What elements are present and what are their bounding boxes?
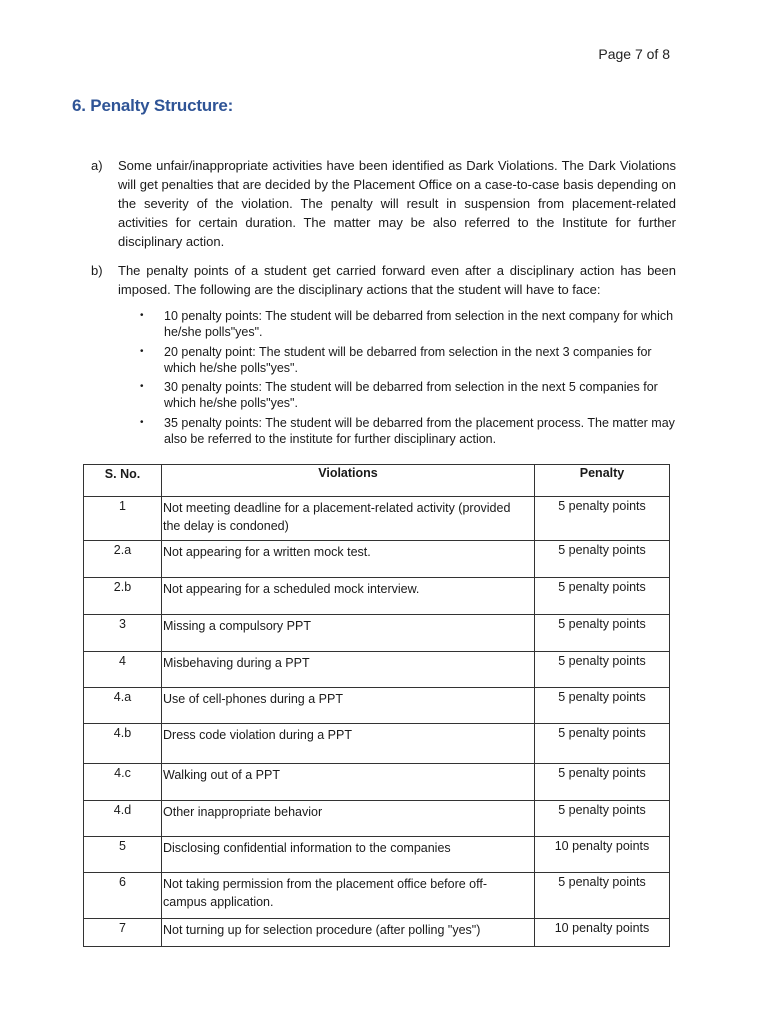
list-item <box>140 308 680 340</box>
table-row <box>84 919 670 947</box>
section-heading: 6. Penalty Structure: <box>72 96 234 115</box>
cell-sno: 7 <box>84 919 162 947</box>
list-item-text: 35 penalty points: The student will be debarred from the placement process. The matter may also be referred to the institute for further disciplinary action. <box>164 415 675 446</box>
cell-sno: 2.b <box>84 578 162 615</box>
cell-violation: Dress code violation during a PPT <box>162 724 535 764</box>
cell-penalty: 10 penalty points <box>535 837 670 873</box>
cell-penalty: 5 penalty points <box>535 541 670 578</box>
paragraph-marker-a: a) <box>91 158 103 173</box>
table-row <box>84 873 670 919</box>
list-item <box>140 379 680 411</box>
disciplinary-actions-list <box>140 308 680 450</box>
cell-sno: 4.b <box>84 724 162 764</box>
cell-violation: Misbehaving during a PPT <box>162 652 535 688</box>
cell-penalty: 10 penalty points <box>535 919 670 947</box>
header-penalty: Penalty <box>535 465 670 497</box>
cell-sno: 2.a <box>84 541 162 578</box>
page-number: Page 7 of 8 <box>598 46 670 62</box>
cell-violation: Disclosing confidential information to the companies <box>162 837 535 873</box>
bullet-icon: • <box>140 345 144 357</box>
cell-penalty: 5 penalty points <box>535 873 670 919</box>
table-row <box>84 764 670 801</box>
cell-violation: Not taking permission from the placement office before off-campus application. <box>162 873 535 919</box>
table-row <box>84 578 670 615</box>
paragraph-a: Some unfair/inappropriate activities have been identified as Dark Violations. The Dark Violations will get penalties that are decided by the Placement Office on a case-to-case basis depending on the severity of the violation. The penalty will result in suspension from placement-related activities for certain duration. The matter may be also referred to the Institute for further disciplinary action. <box>118 158 676 249</box>
cell-penalty: 5 penalty points <box>535 688 670 724</box>
list-item <box>140 415 680 447</box>
cell-penalty: 5 penalty points <box>535 652 670 688</box>
cell-violation: Not appearing for a written mock test. <box>162 541 535 578</box>
cell-violation: Other inappropriate behavior <box>162 801 535 837</box>
cell-penalty: 5 penalty points <box>535 764 670 801</box>
cell-violation: Not meeting deadline for a placement-related activity (provided the delay is condoned) <box>162 497 535 541</box>
table-row <box>84 541 670 578</box>
cell-sno: 4.d <box>84 801 162 837</box>
header-sno: S. No. <box>84 465 162 497</box>
cell-sno: 1 <box>84 497 162 541</box>
bullet-icon: • <box>140 310 144 321</box>
header-violations: Violations <box>162 465 535 497</box>
cell-sno: 4.a <box>84 688 162 724</box>
cell-penalty: 5 penalty points <box>535 578 670 615</box>
table-row <box>84 497 670 541</box>
cell-violation: Use of cell-phones during a PPT <box>162 688 535 724</box>
list-item-text: 30 penalty points: The student will be debarred from selection in the next 5 companies for which he/she polls"yes". <box>164 380 658 410</box>
cell-penalty: 5 penalty points <box>535 724 670 764</box>
table-header-row <box>84 465 670 497</box>
cell-sno: 3 <box>84 615 162 652</box>
cell-penalty: 5 penalty points <box>535 497 670 541</box>
bullet-icon: • <box>140 381 144 392</box>
list-item-text: 10 penalty points: The student will be debarred from selection in the next company for which he/she polls"yes". <box>164 309 674 339</box>
cell-penalty: 5 penalty points <box>535 615 670 652</box>
cell-violation: Missing a compulsory PPT <box>162 615 535 652</box>
table-row <box>84 652 670 688</box>
cell-violation: Not appearing for a scheduled mock interview. <box>162 578 535 615</box>
cell-sno: 4.c <box>84 764 162 801</box>
bullet-icon: • <box>140 416 144 428</box>
list-item-text: 20 penalty point: The student will be debarred from selection in the next 3 companies for which he/she polls"yes". <box>164 344 652 375</box>
table-row <box>84 724 670 764</box>
cell-penalty: 5 penalty points <box>535 801 670 837</box>
list-item <box>140 344 680 376</box>
cell-violation: Walking out of a PPT <box>162 764 535 801</box>
cell-sno: 6 <box>84 873 162 919</box>
table-row <box>84 801 670 837</box>
penalty-table <box>83 464 670 947</box>
paragraph-b: The penalty points of a student get carried forward even after a disciplinary action has been imposed. The following are the disciplinary actions that the student will have to face: <box>118 263 676 297</box>
table-row <box>84 688 670 724</box>
table-row <box>84 615 670 652</box>
cell-sno: 4 <box>84 652 162 688</box>
paragraph-marker-b: b) <box>91 263 103 278</box>
cell-violation: Not turning up for selection procedure (after polling "yes") <box>162 919 535 947</box>
table-row <box>84 837 670 873</box>
cell-sno: 5 <box>84 837 162 873</box>
